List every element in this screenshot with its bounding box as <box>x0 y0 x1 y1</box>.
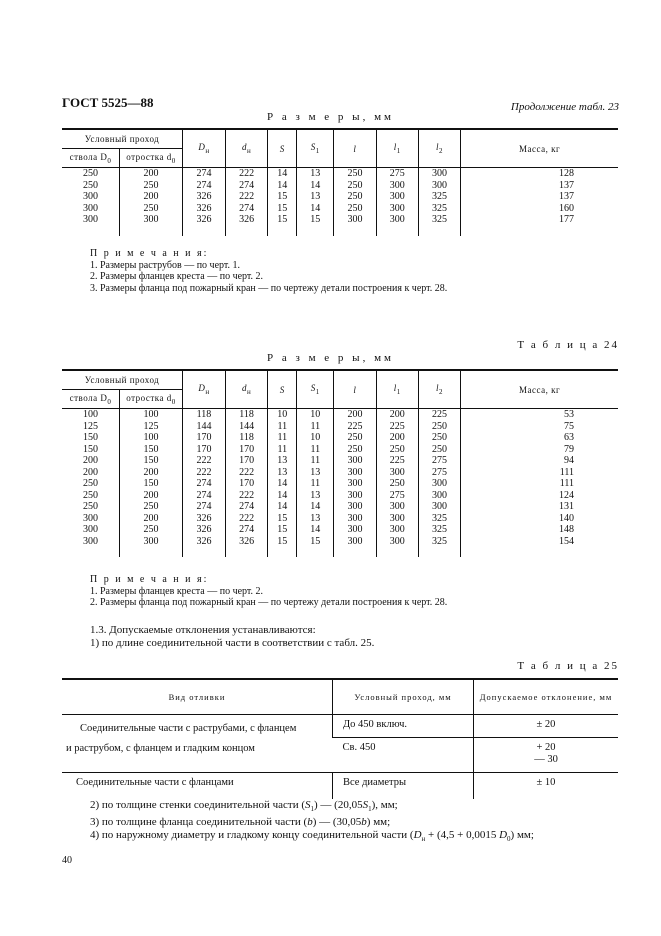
spacer-cell <box>418 226 460 236</box>
table-cell: 250 <box>334 180 376 192</box>
table-cell: 125 <box>120 421 183 433</box>
table-cell: 13 <box>297 467 334 479</box>
spacer-cell <box>334 226 376 236</box>
table-cell: 250 <box>83 168 98 179</box>
header-l: l <box>334 370 376 409</box>
deviation-item-3: 3) по толщине фланца соединительной части (b) — (30,05b) мм; <box>90 816 391 829</box>
header-mass: Масса, кг <box>461 129 618 168</box>
table-cell: 144 <box>225 421 267 433</box>
table-24 <box>62 369 618 557</box>
table-cell: 14 <box>268 478 297 490</box>
table-cell: 300 <box>83 512 98 524</box>
spacer-cell <box>120 226 183 236</box>
table-cell: 325 <box>418 524 460 536</box>
table-cell: 300 <box>334 214 376 226</box>
table-row <box>62 203 618 215</box>
table-cell: 150 <box>120 444 183 456</box>
table-cell: 177 <box>461 214 618 226</box>
table-cell: 300 <box>418 478 460 490</box>
table-cell: 250 <box>418 444 460 456</box>
table-cell: 250 <box>376 478 418 490</box>
header-l2: $l_2$ <box>418 370 460 409</box>
table-row <box>62 180 618 192</box>
table-cell: 200 <box>83 466 98 478</box>
table-cell: 222 <box>225 490 267 502</box>
section-paragraph: 1) по длине соединительной части в соответствии с табл. 25. <box>90 637 375 649</box>
table-cell: 300 <box>376 536 418 548</box>
table24-label: Т а б л и ц а 24 <box>517 339 619 351</box>
header-nominal-pass: Условный проход, мм <box>333 679 474 715</box>
table-cell: 11 <box>297 421 334 433</box>
table-row <box>62 467 618 479</box>
table-cell: 300 <box>418 490 460 502</box>
table-cell: 274 <box>225 203 267 215</box>
table-cell: 325 <box>418 191 460 203</box>
spacer-cell <box>268 226 297 236</box>
header-branch: отростка $d_0$ <box>120 149 183 168</box>
table-cell: 275 <box>418 467 460 479</box>
table-row <box>62 421 618 433</box>
header-l2: $l_2$ <box>418 129 460 168</box>
table-cell: 200 <box>376 409 418 421</box>
spacer-cell <box>225 226 267 236</box>
table-cell: 274 <box>183 478 226 490</box>
table-cell: 274 <box>183 501 226 513</box>
table-cell: 75 <box>461 421 618 433</box>
table-cell: 250 <box>120 501 183 513</box>
table-23-body <box>62 168 618 236</box>
deviation-item-2: 2) по толщине стенки соединительной части $(S_1)$ — $(20,05S_1)$, мм; <box>90 799 398 814</box>
table-cell: 154 <box>461 536 618 548</box>
spacer-cell <box>461 547 618 557</box>
table-cell: 79 <box>461 444 618 456</box>
table-cell: 300 <box>376 180 418 192</box>
table-cell: 300 <box>376 501 418 513</box>
deviation-items <box>90 799 534 846</box>
table-cell: 13 <box>297 191 334 203</box>
table-cell: 170 <box>183 444 226 456</box>
table-cell: 200 <box>83 455 98 466</box>
table23-caption: Р а з м е р ы, мм <box>266 111 394 123</box>
table-cell: 150 <box>120 478 183 490</box>
table-cell: 200 <box>120 191 183 203</box>
table-cell: 274 <box>225 501 267 513</box>
table-cell: 300 <box>418 180 460 192</box>
table-cell: 300 <box>334 490 376 502</box>
spacer-cell <box>62 547 120 557</box>
table-cell: 15 <box>268 524 297 536</box>
table-cell: 150 <box>83 432 98 443</box>
table-cell: 14 <box>268 168 297 180</box>
spacer-cell <box>120 547 183 557</box>
header-casting-type: Вид отливки <box>62 679 333 715</box>
table-cell: 10 <box>268 409 297 421</box>
table-cell: 200 <box>120 513 183 525</box>
table-cell: 300 <box>376 524 418 536</box>
table-cell: 170 <box>225 455 267 467</box>
spacer-cell <box>225 547 267 557</box>
header-l: l <box>334 129 376 168</box>
table-cell: 300 <box>376 467 418 479</box>
table-cell: 250 <box>334 444 376 456</box>
table-cell: 170 <box>225 444 267 456</box>
table-23 <box>62 128 618 236</box>
spacer-cell <box>376 547 418 557</box>
header-l1: $l_1$ <box>376 370 418 409</box>
table-cell: 300 <box>334 501 376 513</box>
table24-caption: Р а з м е р ы, мм <box>266 352 394 364</box>
document-title: ГОСТ 5525—88 <box>62 95 154 110</box>
spacer-cell <box>183 547 226 557</box>
table-cell: 150 <box>83 443 98 455</box>
header-Dn: $D_н$ <box>183 370 226 409</box>
table-row <box>62 524 618 536</box>
page-number: 40 <box>62 855 72 866</box>
header-dn: $d_н$ <box>225 129 267 168</box>
spacer-cell <box>297 547 334 557</box>
table-cell: 15 <box>268 191 297 203</box>
table-cell: 11 <box>268 432 297 444</box>
table-cell: 118 <box>225 409 267 421</box>
table-cell: 170 <box>225 478 267 490</box>
table-cell: 274 <box>225 180 267 192</box>
table-cell: 200 <box>120 168 183 180</box>
table-cell: 300 <box>120 536 183 548</box>
notes-title: П р и м е ч а н и я: <box>90 248 209 259</box>
table-cell: 14 <box>268 180 297 192</box>
header-l1: $l_1$ <box>376 129 418 168</box>
notes-title: П р и м е ч а н и я: <box>90 574 209 585</box>
table-cell: 300 <box>83 202 98 214</box>
table-cell: 300 <box>418 168 460 180</box>
table-cell: 11 <box>268 444 297 456</box>
table-cell: 325 <box>418 203 460 215</box>
table-cell: 137 <box>461 191 618 203</box>
section-1-3 <box>90 624 374 650</box>
table-row <box>62 455 618 467</box>
table-cell: 63 <box>461 432 618 444</box>
table-cell: 300 <box>334 467 376 479</box>
header-nominal-pass: Условный проход <box>62 370 183 390</box>
table-cell: 250 <box>120 180 183 192</box>
header-S: S <box>268 129 297 168</box>
table-cell: 300 <box>83 524 98 535</box>
table-cell: 14 <box>297 203 334 215</box>
table-cell: 225 <box>376 421 418 433</box>
table-cell: 250 <box>334 168 376 180</box>
table-cell: 14 <box>297 524 334 536</box>
table-cell: 131 <box>461 501 618 513</box>
deviation-cell: ± 10 <box>474 773 619 800</box>
table-cell: 150 <box>120 455 183 467</box>
note-item: 2. Размеры фланцев креста — по черт. 2. <box>90 271 264 282</box>
table-cell: 14 <box>268 490 297 502</box>
note-item: 1. Размеры фланцев креста — по черт. 2. <box>90 585 264 597</box>
table-cell: 326 <box>183 214 226 226</box>
table-cell: 326 <box>183 513 226 525</box>
table-cell: 144 <box>183 421 226 433</box>
table-cell: 250 <box>83 179 98 191</box>
table-cell: 200 <box>376 432 418 444</box>
table-cell: 274 <box>225 524 267 536</box>
table-25 <box>62 678 618 799</box>
table-cell: 11 <box>297 478 334 490</box>
table-cell: 274 <box>183 490 226 502</box>
table-cell: 300 <box>334 513 376 525</box>
note-item: 3. Размеры фланца под пожарный кран — по чертежу детали построения к черт. 28. <box>90 282 448 294</box>
table-cell: 10 <box>297 432 334 444</box>
table-cell: 14 <box>297 501 334 513</box>
table-cell: 14 <box>297 180 334 192</box>
table-cell: 128 <box>461 168 618 180</box>
table-cell: 300 <box>334 455 376 467</box>
pass-cell: До 450 включ. <box>333 715 474 738</box>
table-cell: 100 <box>120 432 183 444</box>
table-cell: 111 <box>461 478 618 490</box>
table-row <box>62 409 618 421</box>
table-cell: 326 <box>225 536 267 548</box>
table23-notes <box>90 248 447 294</box>
table-cell: 250 <box>83 478 98 489</box>
table-cell: 13 <box>297 490 334 502</box>
table-cell: 148 <box>461 524 618 536</box>
table-cell: 13 <box>297 513 334 525</box>
table-cell: 250 <box>83 501 98 512</box>
table-cell: 250 <box>83 489 98 501</box>
table-cell: 15 <box>268 536 297 548</box>
header-S: S <box>268 370 297 409</box>
header-S1: $S_1$ <box>297 370 334 409</box>
table-cell: 13 <box>268 455 297 467</box>
header-mass: Масса, кг <box>461 370 618 409</box>
table-cell: 225 <box>376 455 418 467</box>
table-cell: 100 <box>120 409 183 421</box>
table-cell: 300 <box>334 524 376 536</box>
table-cell: 300 <box>83 535 98 547</box>
table-cell: 300 <box>376 191 418 203</box>
table-cell: 325 <box>418 536 460 548</box>
header-trunk: ствола $D_0$ <box>62 390 120 409</box>
spacer-cell <box>183 226 226 236</box>
table-cell: 222 <box>225 191 267 203</box>
table-cell: 326 <box>183 524 226 536</box>
table-cell: 225 <box>418 409 460 421</box>
table-24-body <box>62 409 618 558</box>
table-cell: 14 <box>268 501 297 513</box>
table-cell: 15 <box>268 214 297 226</box>
table-row <box>62 773 618 800</box>
table-cell: 140 <box>461 513 618 525</box>
table-cell: 222 <box>225 467 267 479</box>
spacer-cell <box>461 226 618 236</box>
table-cell: 15 <box>297 214 334 226</box>
table-row <box>62 536 618 548</box>
table-cell: 13 <box>297 168 334 180</box>
casting-type-cell: Соединительные части с фланцами <box>76 777 234 788</box>
spacer-cell <box>268 547 297 557</box>
header-dn: $d_н$ <box>225 370 267 409</box>
table-cell: 274 <box>183 180 226 192</box>
table-cell: 222 <box>183 467 226 479</box>
table-cell: 250 <box>418 421 460 433</box>
spacer-cell <box>297 226 334 236</box>
header-Dn: $D_н$ <box>183 129 226 168</box>
table-cell: 275 <box>418 455 460 467</box>
table-cell: 11 <box>297 444 334 456</box>
table-cell: 11 <box>297 455 334 467</box>
table-cell: 250 <box>334 432 376 444</box>
table-cell: 200 <box>334 409 376 421</box>
table-row <box>62 513 618 525</box>
header-nominal-pass: Условный проход <box>62 129 183 149</box>
table-cell: 300 <box>334 478 376 490</box>
table-row <box>62 191 618 203</box>
deviation-cell: ± 20 <box>474 715 619 738</box>
spacer-cell <box>376 226 418 236</box>
table-cell: 326 <box>183 536 226 548</box>
table-cell: 13 <box>268 467 297 479</box>
table-cell: 200 <box>120 467 183 479</box>
table-cell: 100 <box>83 409 98 420</box>
table-cell: 170 <box>183 432 226 444</box>
pass-cell: Все диаметры <box>333 773 474 800</box>
table-row <box>62 478 618 490</box>
table-cell: 225 <box>334 421 376 433</box>
header-S1: $S_1$ <box>297 129 334 168</box>
table-cell: 124 <box>461 490 618 502</box>
table-cell: 326 <box>183 203 226 215</box>
table-row <box>62 214 618 226</box>
table-cell: 118 <box>183 409 226 421</box>
table-cell: 250 <box>376 444 418 456</box>
table-cell: 222 <box>183 455 226 467</box>
header-deviation: Допускаемое отклонение, мм <box>474 679 619 715</box>
table-cell: 300 <box>83 214 98 225</box>
note-item: 1. Размеры раструбов — по черт. 1. <box>90 259 241 271</box>
table-cell: 250 <box>120 203 183 215</box>
table-cell: 200 <box>120 490 183 502</box>
table-cell: 326 <box>225 214 267 226</box>
table-row <box>62 432 618 444</box>
casting-type-cell: Соединительные части с раструбами, с фланцем и раструбом, с фланцем и гладким концом <box>62 715 333 773</box>
table-cell: 300 <box>376 214 418 226</box>
table-cell: 300 <box>376 513 418 525</box>
table-cell: 53 <box>461 409 618 421</box>
table24-notes <box>90 574 447 609</box>
table-cell: 137 <box>461 180 618 192</box>
table-row <box>62 444 618 456</box>
deviation-item-4: 4) по наружному диаметру и гладкому концу соединительной части ($D_н + (4,5 + 0,0015$ $D_0$) мм; <box>90 829 534 844</box>
table-cell: 222 <box>225 168 267 180</box>
table-cell: 275 <box>376 490 418 502</box>
table-row <box>62 501 618 513</box>
table-cell: 275 <box>376 168 418 180</box>
table-row <box>62 490 618 502</box>
table-cell: 160 <box>461 203 618 215</box>
section-paragraph: 1.3. Допускаемые отклонения устанавливаются: <box>90 624 316 636</box>
table-cell: 94 <box>461 455 618 467</box>
table-cell: 300 <box>334 536 376 548</box>
table-cell: 11 <box>268 421 297 433</box>
table-cell: 10 <box>297 409 334 421</box>
spacer-cell <box>418 547 460 557</box>
table-cell: 15 <box>297 536 334 548</box>
table25-label: Т а б л и ц а 25 <box>517 660 619 672</box>
table-row <box>62 168 618 180</box>
deviation-cell: + 20 — 30 <box>474 738 619 773</box>
table-cell: 325 <box>418 214 460 226</box>
table-cell: 250 <box>418 432 460 444</box>
table-cell: 274 <box>183 168 226 180</box>
table-cell: 125 <box>83 420 98 432</box>
table-cell: 300 <box>376 203 418 215</box>
spacer-cell <box>62 226 120 236</box>
header-trunk: ствола $D_0$ <box>62 149 120 168</box>
table-cell: 111 <box>461 467 618 479</box>
table-cell: 250 <box>120 524 183 536</box>
table-cell: 325 <box>418 513 460 525</box>
header-branch: отростка $d_0$ <box>120 390 183 409</box>
table-cell: 300 <box>83 191 98 202</box>
pass-cell: Св. 450 <box>333 738 474 773</box>
table-cell: 15 <box>268 203 297 215</box>
table-continuation-label: Продолжение табл. 23 <box>510 101 619 113</box>
table-cell: 300 <box>418 501 460 513</box>
spacer-cell <box>334 547 376 557</box>
table-cell: 326 <box>183 191 226 203</box>
table-cell: 118 <box>225 432 267 444</box>
note-item: 2. Размеры фланца под пожарный кран — по чертежу детали построения к черт. 28. <box>90 597 448 608</box>
table-cell: 250 <box>334 191 376 203</box>
table-cell: 250 <box>334 203 376 215</box>
table-row <box>62 715 618 738</box>
table-cell: 15 <box>268 513 297 525</box>
table-cell: 300 <box>120 214 183 226</box>
table-cell: 222 <box>225 513 267 525</box>
